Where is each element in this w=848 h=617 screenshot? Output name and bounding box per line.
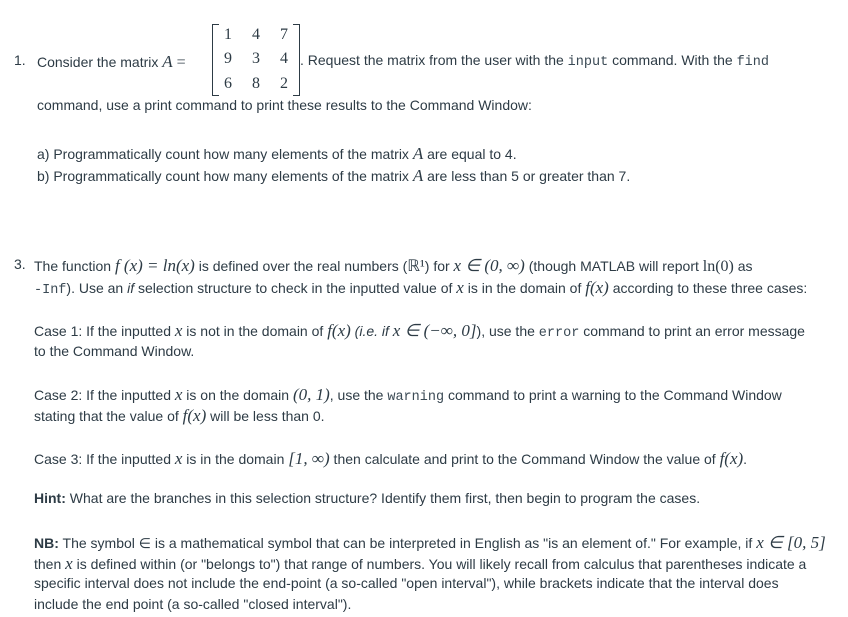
case-3-line: Case 3: If the inputted x is in the domain [1, ∞) then calculate and print to the Command Window the value of f(x). bbox=[34, 449, 748, 468]
question-1-request: . Request the matrix from the user with the input command. With the find bbox=[300, 52, 769, 70]
input-command: input bbox=[567, 55, 609, 70]
question-1-line2: command, use a print command to print these results to the Command Window: bbox=[37, 97, 532, 113]
question-1-number: 1. bbox=[14, 52, 26, 68]
case-2-line2: stating that the value of f(x) will be less than 0. bbox=[34, 406, 325, 425]
matrix-row-2: 9 3 4 bbox=[224, 50, 288, 67]
warning-command: warning bbox=[387, 390, 445, 405]
case-2-line1: Case 2: If the inputted x is on the domain (0, 1), use the warning command to print a warning to the Command Window bbox=[34, 385, 782, 405]
nb-label: NB: bbox=[34, 535, 59, 551]
case-1-line1: Case 1: If the inputted x is not in the domain of f(x) (i.e. if x ∈ (−∞, 0]), use the error command to print an error message bbox=[34, 321, 805, 341]
matrix-row-3: 6 8 2 bbox=[224, 75, 288, 92]
inf-code: -Inf bbox=[34, 283, 67, 298]
nb-line4: include the end point (a so-called "closed interval"). bbox=[34, 596, 352, 612]
nb-line1: NB: The symbol ∈ is a mathematical symbol that can be interpreted in English as "is an element of." For example, if x ∈ [0, 5] bbox=[34, 533, 826, 552]
find-command: find bbox=[736, 55, 769, 70]
question-1-intro: Consider the matrix A = bbox=[37, 52, 186, 71]
hint: Hint: What are the branches in this selection structure? Identify them first, then begin to program the cases. bbox=[34, 490, 701, 506]
question-3-line1: The function f (x) = ln(x) is defined over the real numbers (ℝ¹) for x ∈ (0, ∞) (though MATLAB will report ln(0) as bbox=[34, 256, 753, 275]
matrix-row-1: 1 4 7 bbox=[224, 26, 288, 43]
question-3-number: 3. bbox=[14, 256, 26, 272]
hint-label: Hint: bbox=[34, 490, 66, 506]
question-3-line2: -Inf). Use an if selection structure to check in the inputted value of x is in the domain of f(x) according to these three cases: bbox=[34, 278, 808, 298]
case-1-line2: to the Command Window. bbox=[34, 343, 195, 359]
question-1-part-b: b) Programmatically count how many elements of the matrix A are less than 5 or greater than 7. bbox=[37, 166, 631, 185]
nb-line2: then x is defined within (or "belongs to") that range of numbers. You will likely recall from calculus that parentheses indicate a bbox=[34, 554, 807, 573]
matrix-right-bracket bbox=[293, 24, 300, 96]
question-1-part-a: a) Programmatically count how many elements of the matrix A are equal to 4. bbox=[37, 144, 517, 163]
error-command: error bbox=[538, 326, 580, 341]
nb-line3: specific interval does not include the end-point (a so-called "open interval"), while brackets indicate that the interval does bbox=[34, 575, 779, 591]
